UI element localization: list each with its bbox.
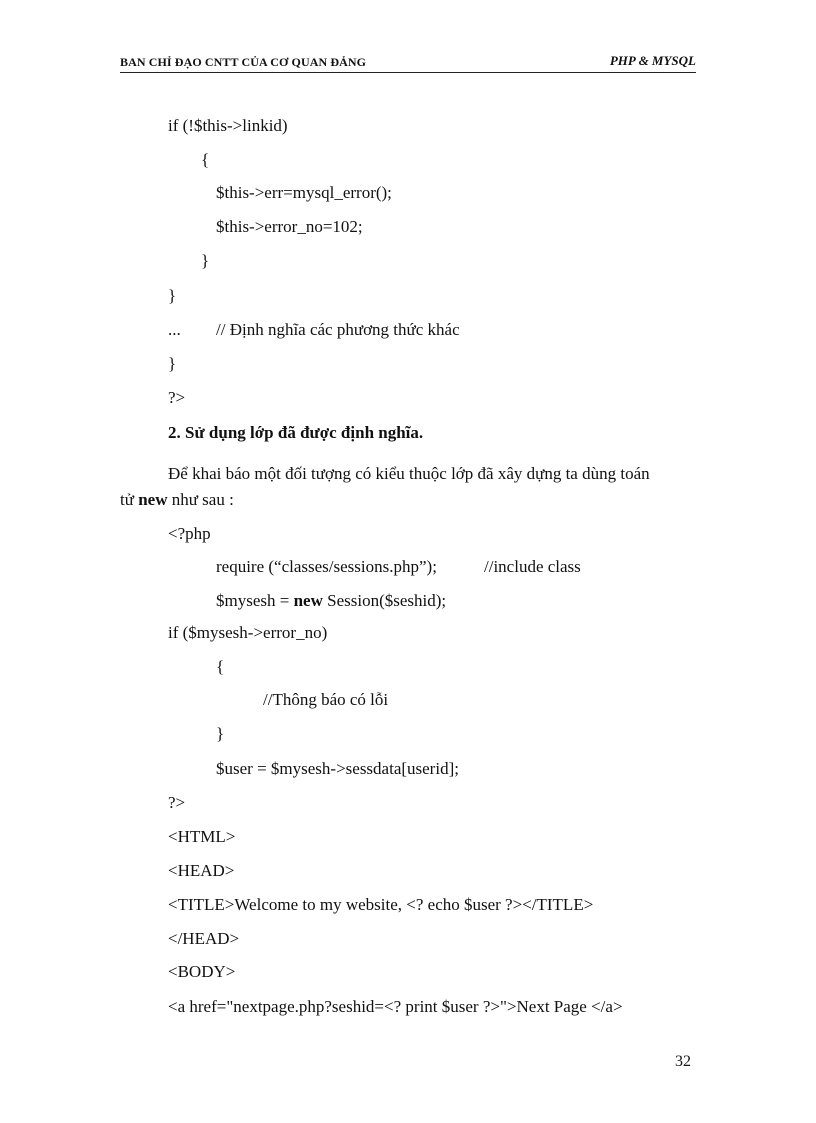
paragraph-text: như sau : (167, 490, 234, 509)
code-line: ?> (168, 388, 186, 407)
code-line: <?php (168, 524, 211, 543)
code-line: { (201, 150, 210, 169)
code-line: $this->err=mysql_error(); (216, 183, 392, 202)
code-line: if ($mysesh->error_no) (168, 623, 328, 642)
code-text: Session($seshid); (322, 591, 447, 610)
page-number: 32 (675, 1053, 691, 1070)
keyword-new: new (293, 591, 323, 610)
code-line: require (“classes/sessions.php”); (216, 557, 437, 576)
code-line: $this->error_no=102; (216, 217, 363, 236)
paragraph-line (120, 490, 234, 510)
code-comment: //include class (484, 557, 581, 576)
code-line: $user = $mysesh->sessdata[userid]; (216, 759, 459, 778)
code-line: } (216, 724, 225, 743)
header-left-title: BAN CHỈ ĐẠO CNTT CỦA CƠ QUAN ĐẢNG (120, 55, 367, 69)
code-comment: //Thông báo có lỗi (263, 690, 389, 709)
code-line: <BODY> (168, 962, 236, 981)
code-line: ?> (168, 793, 186, 812)
code-line: if (!$this->linkid) (168, 116, 288, 135)
code-line: } (168, 354, 177, 373)
code-line: <TITLE>Welcome to my website, <? echo $user ?></TITLE> (168, 895, 594, 914)
code-comment: // Định nghĩa các phương thức khác (216, 320, 460, 339)
code-line: { (216, 657, 225, 676)
code-line: <HTML> (168, 827, 236, 846)
header-right-title: PHP & MYSQL (609, 53, 696, 68)
code-ellipsis: ... (168, 320, 181, 339)
code-line: } (168, 286, 177, 305)
running-header (120, 52, 696, 73)
code-line: } (201, 251, 210, 270)
paragraph-text: tử (120, 490, 139, 509)
code-line: <a href="nextpage.php?seshid=<? print $user ?>">Next Page </a> (168, 997, 623, 1016)
section-heading: 2. Sử dụng lớp đã được định nghĩa. (168, 423, 424, 442)
code-line (216, 591, 446, 611)
keyword-new: new (138, 490, 168, 509)
code-line: <HEAD> (168, 861, 235, 880)
code-text: $mysesh = (216, 591, 294, 610)
paragraph-line: Để khai báo một đối tượng có kiểu thuộc lớp đã xây dựng ta dùng toán (168, 464, 650, 483)
code-line: </HEAD> (168, 929, 240, 948)
